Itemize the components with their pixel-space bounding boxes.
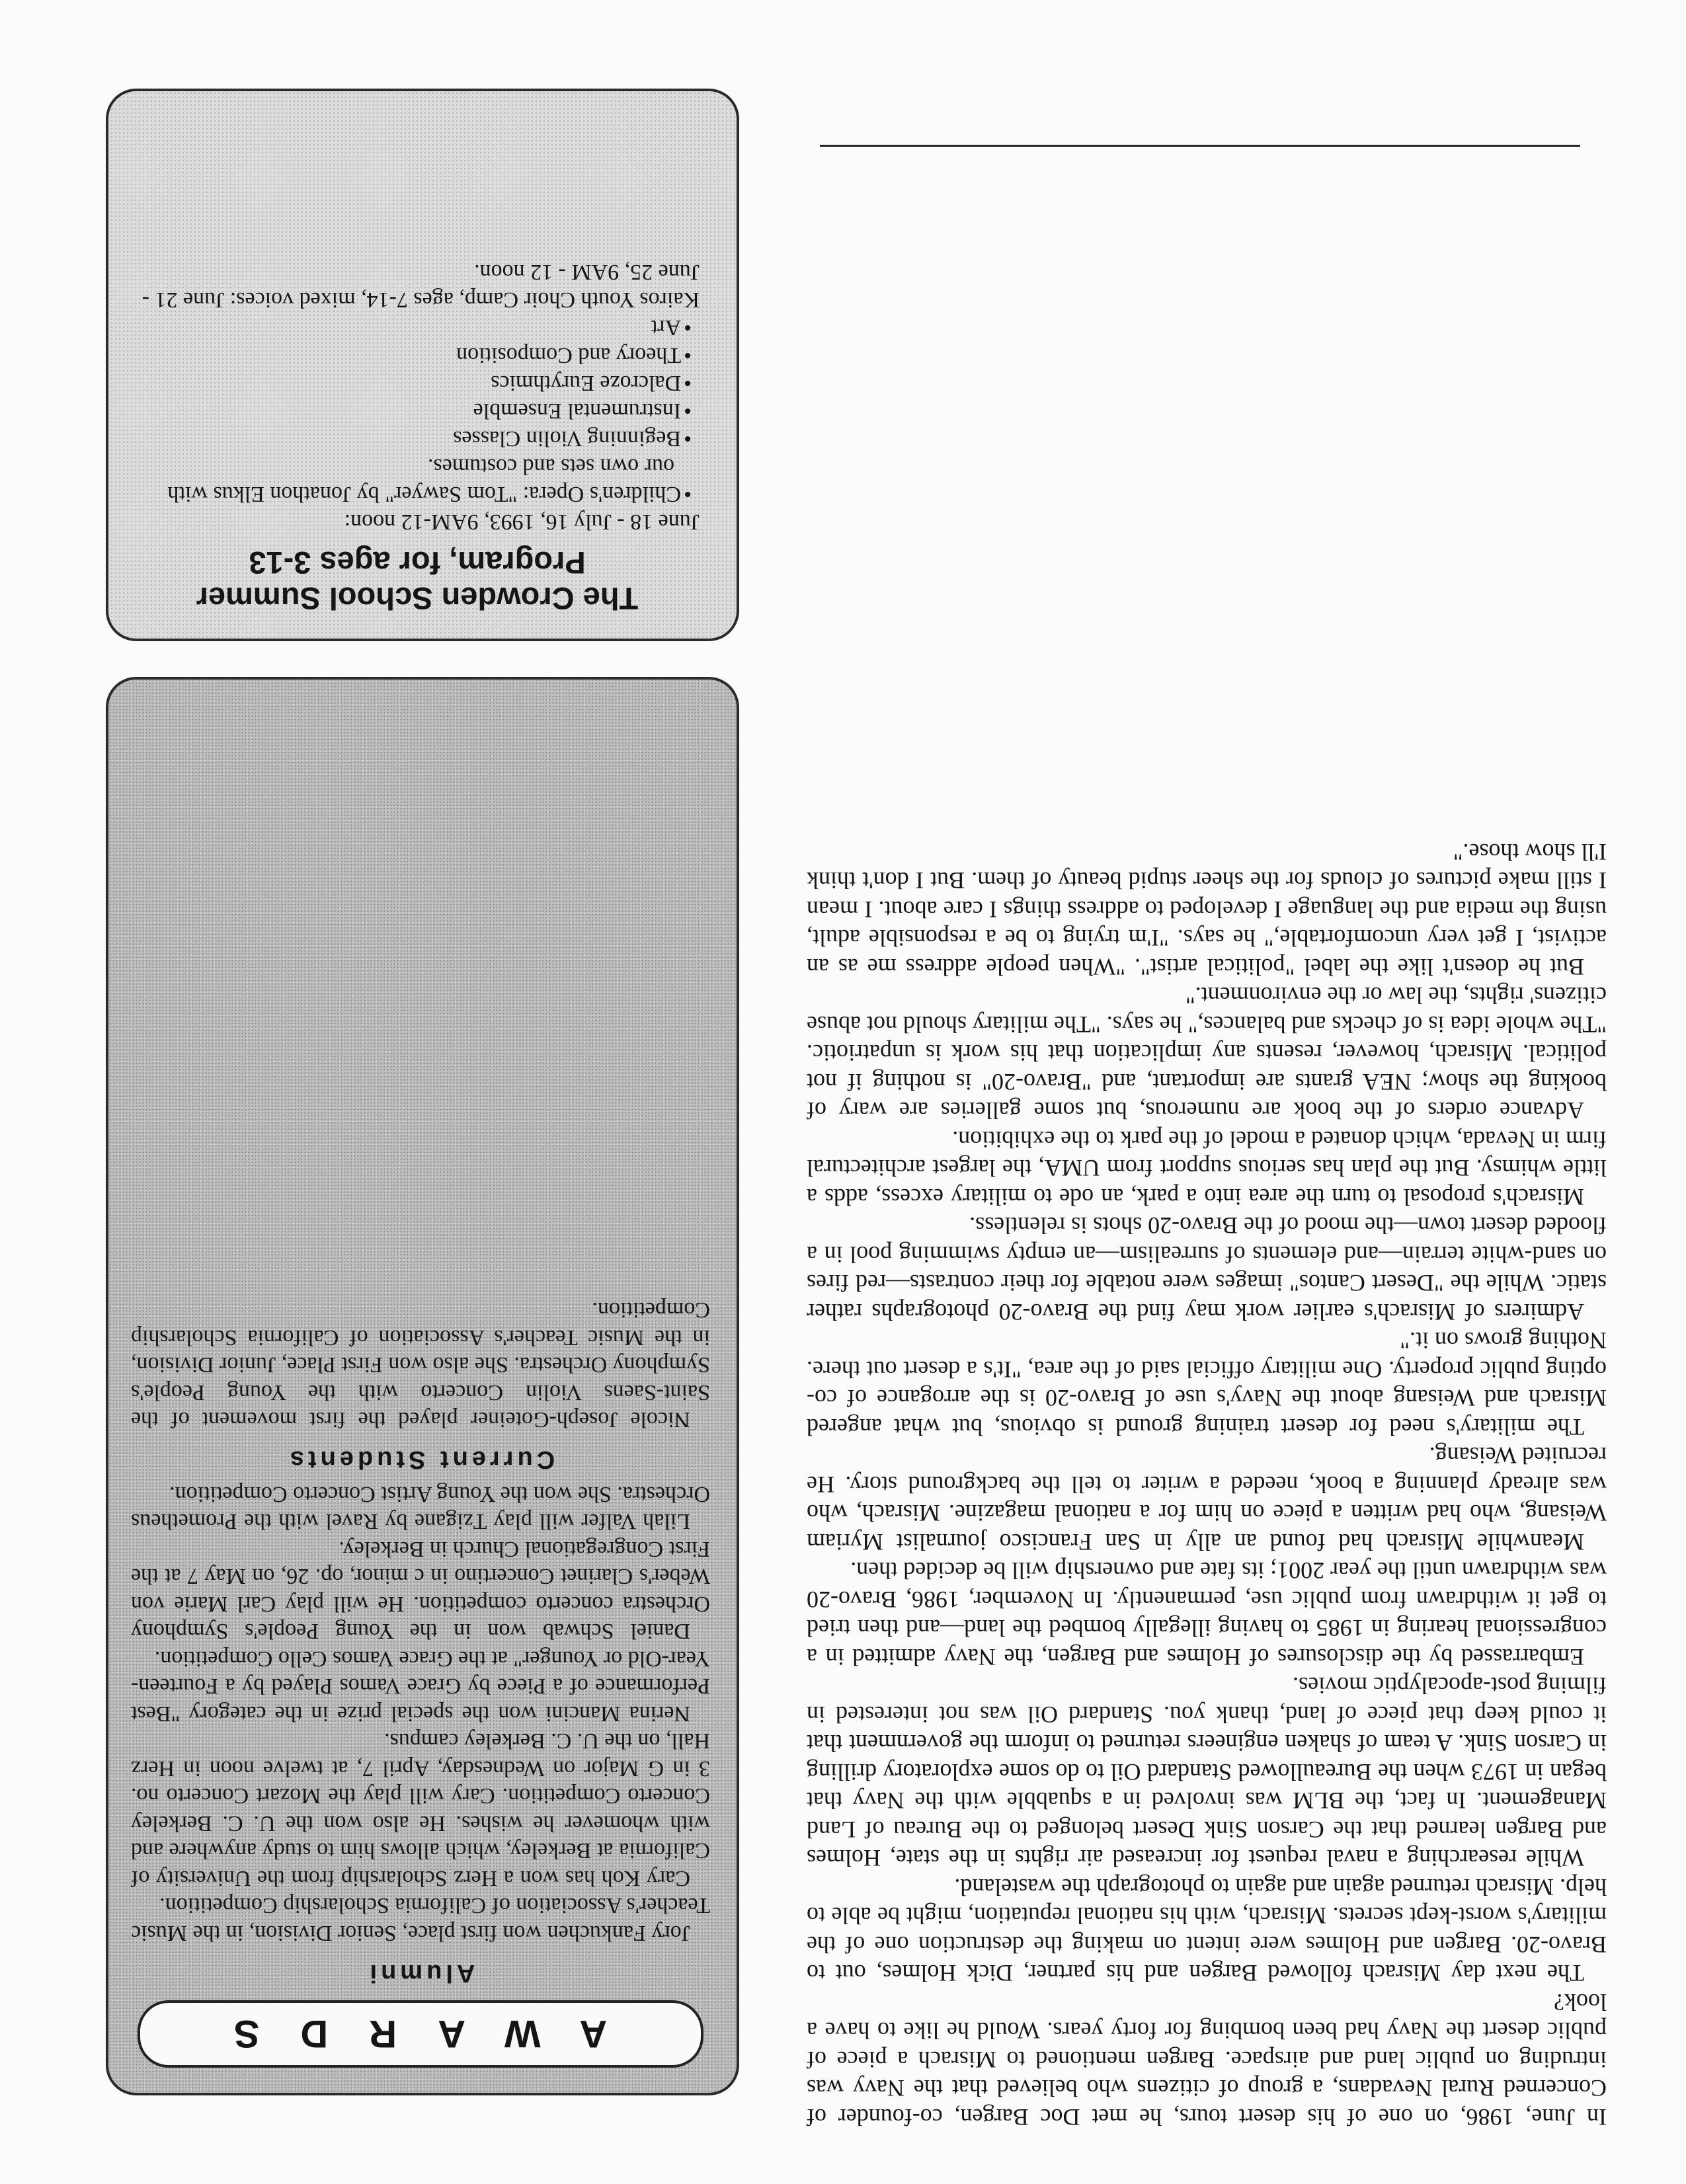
program-item: • Dalcroze Eurythmics	[135, 369, 700, 397]
current-students-section	[131, 1296, 710, 1434]
alumni-section	[131, 1481, 710, 1947]
awards-banner	[138, 2000, 703, 2068]
alumni-paragraph: Nerina Mancini won the special prize in the category "Best Performance of a Piece by Grace Vamos Played by a Fourteen-Year-Old or Younger" at the Grace Vamos Cello Competition.	[131, 1647, 710, 1726]
alumni-heading: Alumni	[366, 1959, 475, 1987]
article-column	[807, 838, 1607, 2132]
article-paragraph: The military's need for desert training ground is obvious, but what angered Misrach and Weisang about the Navy's use of Bravo-20 is the arrogance of co-opting public property. One military official said of the area, "It's a desert out there. Nothing grows on it."	[807, 1327, 1607, 1440]
summer-program-dates: June 18 - July 16, 1993, 9AM-12 noon:	[344, 510, 700, 534]
choir-camp-text: Kairos Youth Choir Camp, ages 7-14, mixed voices: June 21 - June 25, 9AM - 12 noon.	[141, 260, 700, 312]
summer-program-box	[106, 89, 739, 641]
program-item: • Children's Opera: "Tom Sawyer" by Jonathon Elkus with our own sets and costumes.	[135, 452, 700, 508]
program-item: • Beginning Violin Classes	[135, 424, 700, 452]
current-student-paragraph: Nicole Joseph-Goteiner played the first movement of the Saint-Saens Violin Concerto with the Young People's Symphony Orchestra. She also won First Place, Junior Division, in the Music Teacher's Association of California Scholarship Competition.	[131, 1298, 710, 1432]
article-end-rule	[820, 145, 1580, 147]
alumni-paragraph: Cary Koh has won a Herz Scholarship from the University of California at Berkeley, which allows him to study anywhere and with whomever he wishes. He also won the U. C. Berkeley Concerto Competition. Cary will play the Mozart Concerto no. 3 in G Major on Wednesday, April 7, at twelve noon in Herz Hall, on the U. C. Berkeley campus.	[131, 1729, 710, 1891]
article-paragraph: Meanwhile Misrach had found an ally in San Francisco journalist Myriam Weisang, who had written a piece on him for a national magazine. Misrach, who was already planning a book, needed a writer to tell the background story. He recruited Weisang.	[807, 1442, 1607, 1555]
article-paragraph: In June, 1986, on one of his desert tours, he met Doc Bargen, co-founder of Concerned Rural Nevadans, a group of citizens who believed that the Navy was intruding on public land and airspace. Bargen mentioned to Misrach a piece of public desert the Navy had been bombing for forty years. Would he like to have a look?	[807, 1989, 1607, 2130]
article-paragraph: Misrach's proposal to turn the area into a park, an ode to military excess, adds a little whimsy. But the plan has serious support from UMA, the largest architectural firm in Nevada, which donated a model of the park to the exhibition.	[807, 1126, 1607, 1210]
current-students-heading: Current Students	[286, 1446, 555, 1474]
awards-box	[106, 677, 739, 2095]
program-item: • Art	[135, 313, 700, 341]
article-paragraph: Advance orders of the book are numerous, but some galleries are wary of booking the show; NEA grants are important, and "Bravo-20" is nothing if not political. Misrach, however, resents any implication that his work is unpatriotic. "The whole idea is of checks and balances," he says. "The military should not abuse citizens' rights, the law or the environment."	[807, 982, 1607, 1124]
summer-program-title: The Crowden School Summer Program, for ages 3-13	[196, 545, 639, 616]
summer-program-list	[135, 313, 700, 508]
alumni-paragraph: Lilah Valfer will play Tzigane by Ravel with the Prometheus Orchestra. She won the Young Artist Concerto Competition.	[131, 1482, 710, 1534]
alumni-paragraph: Daniel Schwab won in the Young People's Symphony Orchestra concerto competition. He will play Carl Marie von Weber's Clarinet Concertino in c minor, op. 26, on May 7 at the First Congregational Church in Berkeley.	[131, 1537, 710, 1644]
article-paragraph: Admirers of Misrach's earlier work may find the Bravo-20 photographs rather static. While the "Desert Cantos" images were notable for their contrasts—red fires on sand-white terrain—and elements of surrealism—an empty swimming pool in a flooded desert town—the mood of the Bravo-20 shots is relentless.	[807, 1212, 1607, 1325]
article-paragraph: But he doesn't like the label "political artist". "When people address me as an activist, I get very uncomfortable," he says. "I'm trying to be a responsible adult, using the media and the language I developed to address things I care about. I mean I still make pictures of clouds for the sheer stupid beauty of them. But I don't think I'll show those."	[807, 839, 1607, 980]
alumni-paragraph: Jory Fankuchen won first place, Senior Division, in the Music Teacher's Association of California Scholarship Competition.	[131, 1893, 710, 1945]
article-paragraph: The next day Misrach followed Bargen and his partner, Dick Holmes, out to Bravo-20. Bargen and Holmes were intent on making the destruction one of the military's worst-kept secrets. Misrach, with his national reputation, might be able to help. Misrach returned again and again to photograph the wasteland.	[807, 1874, 1607, 1987]
awards-title: AWARDS	[192, 2012, 608, 2056]
article-paragraph: Embarrassed by the disclosures of Holmes and Bargen, the Navy admitted in a congressional hearing in 1985 to having illegally bombed the land—and then tried to get it withdrawn from public use, permanently. In November, 1986, Bravo-20 was withdrawn until the year 2001; its fate and ownership will be decided then.	[807, 1557, 1607, 1670]
article-paragraph: While researching a naval request for increased air rights in the state, Holmes and Bargen learned that the Carson Sink Desert belonged to the Bureau of Land Management. In fact, the BLM was involved in a squabble with the Navy that began in 1973 when the Bureaullowed Standard Oil to do some exploratory drilling in Carson Sink. A team of shaken engineers returned to inform the government that it could keep that piece of land, thank you. Standard Oil was not interested in filming post-apocalyptic movies.	[807, 1672, 1607, 1872]
program-item: • Theory and Composition	[135, 341, 700, 369]
program-item: • Instrumental Ensemble	[135, 397, 700, 424]
